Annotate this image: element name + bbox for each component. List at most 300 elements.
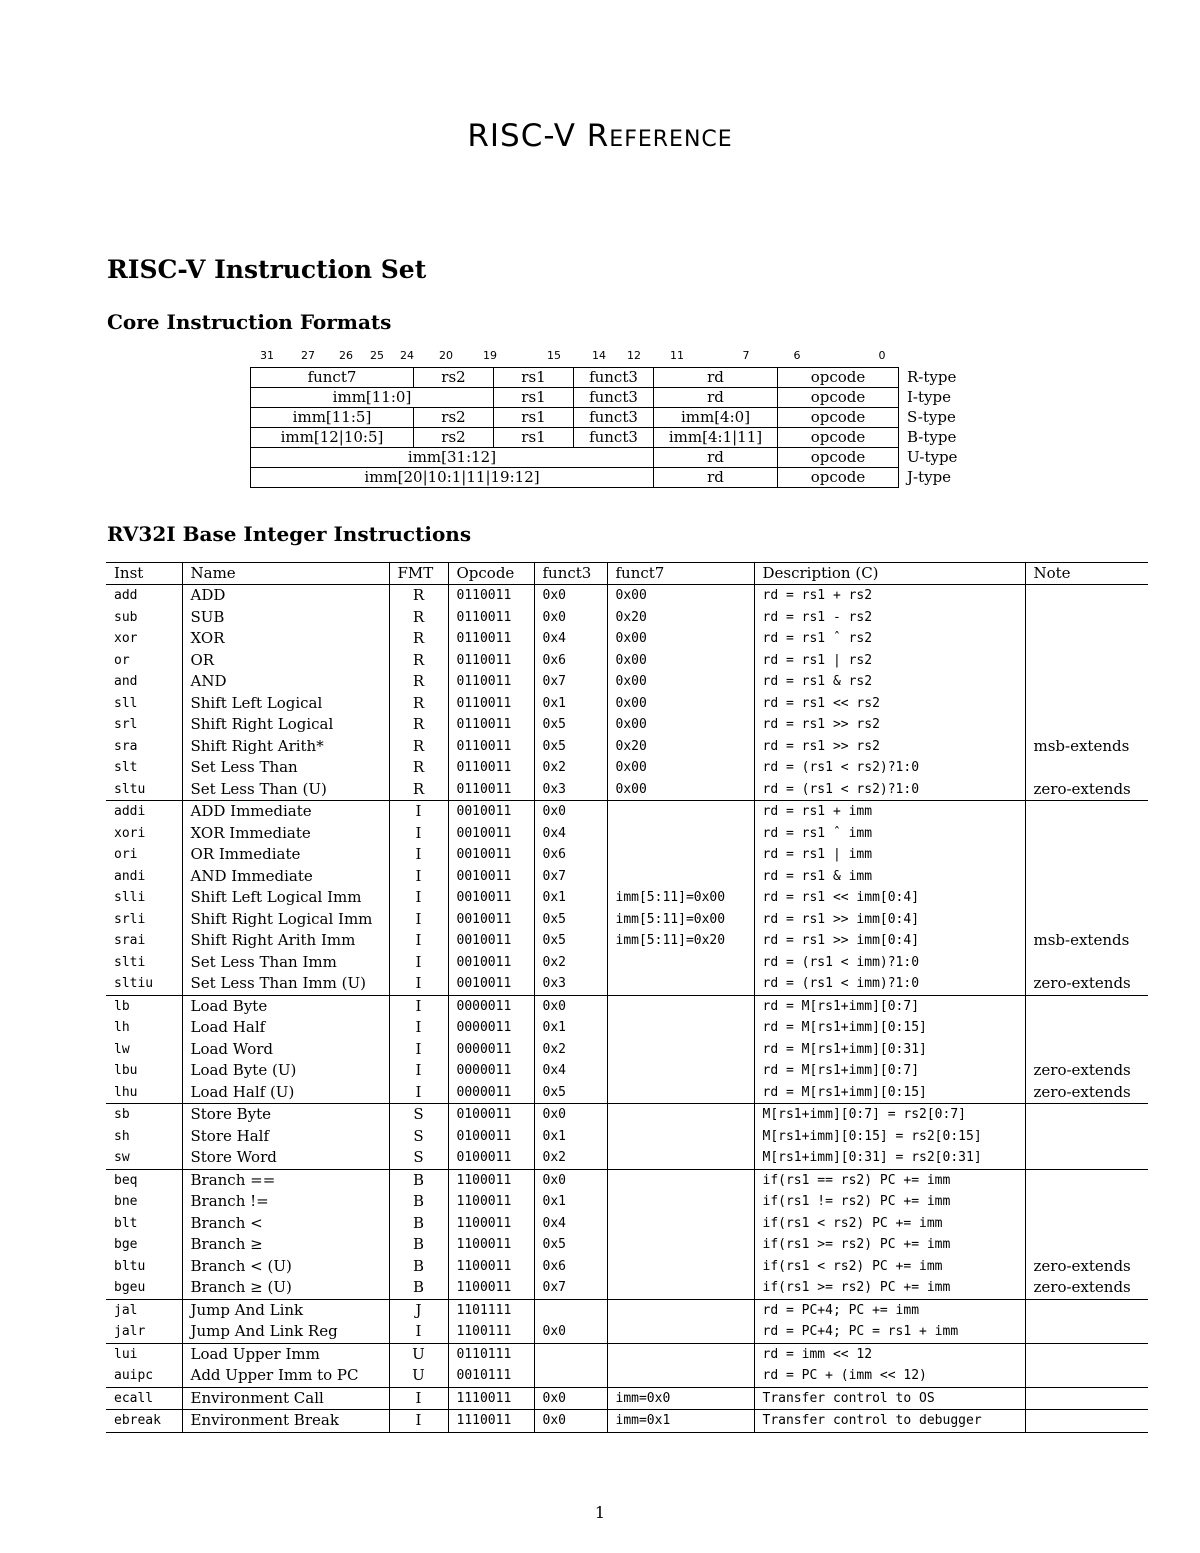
cell-fmt: R: [389, 714, 448, 736]
cell-fmt: R: [389, 757, 448, 779]
cell-funct3: 0x5: [534, 736, 607, 758]
cell-description: rd = PC+4; PC += imm: [754, 1299, 1025, 1321]
cell-opcode: 1100011: [448, 1234, 534, 1256]
cell-note: [1025, 866, 1148, 888]
base-instructions-title: RV32I Base Integer Instructions: [107, 522, 472, 546]
cell-note: zero-extends: [1025, 973, 1148, 995]
cell-description: rd = rs1 >> imm[0:4]: [754, 909, 1025, 931]
table-row: [106, 1017, 1148, 1039]
bit-label: 25: [370, 349, 384, 362]
table-row: [106, 607, 1148, 629]
cell-funct7: 0x00: [607, 585, 754, 607]
cell-name: Shift Left Logical Imm: [182, 887, 389, 909]
table-row: [106, 1126, 1148, 1148]
format-type-label: I-type: [907, 388, 951, 406]
field-imm-low: imm[4:0]: [654, 408, 778, 428]
header-fmt: FMT: [389, 563, 448, 585]
cell-note: [1025, 585, 1148, 607]
cell-inst: sll: [114, 695, 138, 711]
table-row: [106, 973, 1148, 995]
cell-funct3: [534, 1343, 607, 1365]
cell-fmt: R: [389, 628, 448, 650]
cell-funct3: [534, 1365, 607, 1387]
field-rs2: rs2: [414, 428, 494, 448]
cell-description: if(rs1 >= rs2) PC += imm: [754, 1234, 1025, 1256]
cell-opcode: 1100111: [448, 1321, 534, 1343]
cell-name: Load Byte: [182, 995, 389, 1017]
table-row: [106, 1039, 1148, 1061]
cell-funct7: [607, 1256, 754, 1278]
cell-funct7: [607, 973, 754, 995]
cell-description: rd = PC+4; PC = rs1 + imm: [754, 1321, 1025, 1343]
table-row: [106, 736, 1148, 758]
cell-funct7: 0x00: [607, 650, 754, 672]
cell-name: Jump And Link: [182, 1299, 389, 1321]
cell-funct3: 0x0: [534, 1410, 607, 1433]
table-row: [106, 1343, 1148, 1365]
table-row: [106, 801, 1148, 823]
table-row: [106, 995, 1148, 1017]
formats-title: Core Instruction Formats: [107, 310, 392, 334]
bit-label: 31: [260, 349, 274, 362]
field-rs1: rs1: [494, 408, 574, 428]
cell-funct7: [607, 1039, 754, 1061]
format-row-b: [251, 428, 978, 448]
cell-description: rd = M[rs1+imm][0:15]: [754, 1082, 1025, 1104]
cell-inst: xor: [114, 631, 138, 647]
cell-description: rd = imm << 12: [754, 1343, 1025, 1365]
cell-note: [1025, 1147, 1148, 1169]
cell-fmt: I: [389, 995, 448, 1017]
cell-fmt: S: [389, 1104, 448, 1126]
cell-description: rd = rs1 ˆ imm: [754, 823, 1025, 845]
cell-inst: andi: [114, 868, 146, 884]
cell-name: Shift Right Logical Imm: [182, 909, 389, 931]
table-row: [106, 757, 1148, 779]
cell-description: rd = rs1 | imm: [754, 844, 1025, 866]
page-number: 1: [594, 1503, 606, 1522]
field-imm-high: imm[11:5]: [251, 408, 414, 428]
cell-description: rd = rs1 >> imm[0:4]: [754, 930, 1025, 952]
cell-note: [1025, 844, 1148, 866]
format-type-label: J-type: [907, 468, 952, 486]
table-row: [106, 585, 1148, 607]
cell-inst: or: [114, 652, 130, 668]
cell-name: XOR Immediate: [182, 823, 389, 845]
field-rs2: rs2: [414, 408, 494, 428]
section-title: RISC-V Instruction Set: [107, 255, 427, 284]
core-formats-table: [250, 367, 978, 488]
cell-description: rd = rs1 & imm: [754, 866, 1025, 888]
table-header-row: [106, 563, 1148, 585]
table-row: [106, 1060, 1148, 1082]
cell-opcode: 0110011: [448, 585, 534, 607]
field-rs2: rs2: [414, 368, 494, 388]
table-row: [106, 693, 1148, 715]
cell-name: Shift Right Logical: [182, 714, 389, 736]
cell-inst: and: [114, 674, 138, 690]
cell-funct3: 0x6: [534, 1256, 607, 1278]
cell-name: Shift Left Logical: [182, 693, 389, 715]
cell-note: [1025, 801, 1148, 823]
cell-note: zero-extends: [1025, 1256, 1148, 1278]
cell-inst: ecall: [106, 1387, 182, 1410]
field-opcode: opcode: [778, 448, 899, 468]
cell-funct3: 0x4: [534, 1060, 607, 1082]
cell-funct7: [607, 1343, 754, 1365]
cell-description: if(rs1 < rs2) PC += imm: [754, 1213, 1025, 1235]
cell-description: rd = rs1 & rs2: [754, 671, 1025, 693]
cell-funct7: 0x20: [607, 607, 754, 629]
cell-note: [1025, 671, 1148, 693]
field-rd: rd: [654, 368, 778, 388]
cell-name: SUB: [182, 607, 389, 629]
cell-inst: sltu: [114, 781, 146, 797]
table-row: [106, 1082, 1148, 1104]
cell-funct3: 0x5: [534, 909, 607, 931]
cell-description: Transfer control to debugger: [754, 1410, 1025, 1433]
format-type-label: S-type: [907, 408, 956, 426]
cell-description: rd = rs1 << imm[0:4]: [754, 887, 1025, 909]
cell-inst: slti: [114, 954, 146, 970]
cell-fmt: B: [389, 1213, 448, 1235]
cell-description: rd = (rs1 < imm)?1:0: [754, 973, 1025, 995]
cell-funct3: 0x0: [534, 585, 607, 607]
cell-funct3: [534, 1299, 607, 1321]
table-row: [106, 1256, 1148, 1278]
cell-fmt: R: [389, 585, 448, 607]
table-row: [106, 1321, 1148, 1343]
cell-opcode: 0110011: [448, 693, 534, 715]
cell-name: XOR: [182, 628, 389, 650]
field-rs1: rs1: [494, 368, 574, 388]
cell-fmt: R: [389, 650, 448, 672]
cell-funct7: [607, 952, 754, 974]
cell-funct7: [607, 1299, 754, 1321]
cell-note: [1025, 1365, 1148, 1387]
cell-name: AND Immediate: [182, 866, 389, 888]
cell-description: rd = rs1 - rs2: [754, 607, 1025, 629]
cell-description: if(rs1 != rs2) PC += imm: [754, 1191, 1025, 1213]
cell-description: M[rs1+imm][0:7] = rs2[0:7]: [754, 1104, 1025, 1126]
cell-name: Load Half (U): [182, 1082, 389, 1104]
cell-name: Load Half: [182, 1017, 389, 1039]
cell-note: [1025, 693, 1148, 715]
field-funct3: funct3: [574, 408, 654, 428]
table-row: [106, 1191, 1148, 1213]
cell-funct7: imm[5:11]=0x20: [607, 930, 754, 952]
cell-funct7: [607, 1017, 754, 1039]
table-row: [106, 650, 1148, 672]
cell-opcode: 1100011: [448, 1169, 534, 1191]
cell-fmt: I: [389, 1060, 448, 1082]
cell-note: [1025, 1234, 1148, 1256]
page-title: RISC-V Reference: [467, 118, 733, 154]
table-row: [106, 887, 1148, 909]
cell-opcode: 1101111: [448, 1299, 534, 1321]
cell-funct7: [607, 1147, 754, 1169]
cell-name: Set Less Than Imm: [182, 952, 389, 974]
cell-opcode: 0010011: [448, 930, 534, 952]
cell-inst: slli: [114, 890, 146, 906]
field-imm-high: imm[12|10:5]: [251, 428, 414, 448]
field-funct3: funct3: [574, 368, 654, 388]
cell-funct3: 0x0: [534, 995, 607, 1017]
cell-funct3: 0x7: [534, 866, 607, 888]
bit-label: 26: [339, 349, 353, 362]
cell-description: rd = M[rs1+imm][0:7]: [754, 995, 1025, 1017]
cell-name: Load Byte (U): [182, 1060, 389, 1082]
cell-fmt: U: [389, 1343, 448, 1365]
cell-description: rd = rs1 >> rs2: [754, 736, 1025, 758]
cell-description: rd = M[rs1+imm][0:31]: [754, 1039, 1025, 1061]
cell-fmt: I: [389, 887, 448, 909]
cell-opcode: 0010011: [448, 887, 534, 909]
cell-note: zero-extends: [1025, 1277, 1148, 1299]
cell-opcode: 0110011: [448, 607, 534, 629]
table-row: [106, 1410, 1148, 1433]
cell-funct3: 0x1: [534, 693, 607, 715]
field-opcode: opcode: [778, 408, 899, 428]
cell-funct7: [607, 1365, 754, 1387]
cell-funct3: 0x5: [534, 1234, 607, 1256]
cell-opcode: 0100011: [448, 1147, 534, 1169]
cell-funct3: 0x0: [534, 607, 607, 629]
field-imm: imm[31:12]: [251, 448, 654, 468]
cell-funct3: 0x5: [534, 714, 607, 736]
bit-label: 24: [400, 349, 414, 362]
cell-description: rd = rs1 + imm: [754, 801, 1025, 823]
cell-inst: bge: [114, 1237, 138, 1253]
cell-description: rd = M[rs1+imm][0:7]: [754, 1060, 1025, 1082]
cell-funct7: [607, 1234, 754, 1256]
cell-note: [1025, 1343, 1148, 1365]
cell-name: AND: [182, 671, 389, 693]
cell-funct3: 0x1: [534, 1126, 607, 1148]
cell-fmt: I: [389, 844, 448, 866]
cell-note: [1025, 757, 1148, 779]
bit-label: 19: [483, 349, 497, 362]
cell-description: if(rs1 >= rs2) PC += imm: [754, 1277, 1025, 1299]
cell-funct7: [607, 1082, 754, 1104]
cell-opcode: 1100011: [448, 1277, 534, 1299]
cell-name: Shift Right Arith*: [182, 736, 389, 758]
table-row: [106, 1365, 1148, 1387]
cell-funct3: 0x1: [534, 1191, 607, 1213]
cell-name: ADD Immediate: [182, 801, 389, 823]
cell-funct7: 0x00: [607, 693, 754, 715]
cell-fmt: R: [389, 607, 448, 629]
field-imm: imm[11:0]: [251, 388, 494, 408]
cell-inst: blt: [114, 1215, 138, 1231]
cell-inst: sub: [114, 609, 138, 625]
cell-inst: sh: [114, 1128, 130, 1144]
cell-description: Transfer control to OS: [754, 1387, 1025, 1410]
bit-label: 0: [878, 349, 886, 362]
cell-fmt: S: [389, 1147, 448, 1169]
header-opcode: Opcode: [448, 563, 534, 585]
cell-name: Load Upper Imm: [182, 1343, 389, 1365]
format-row-i: [251, 388, 978, 408]
cell-opcode: 0110011: [448, 736, 534, 758]
cell-inst: lw: [114, 1041, 130, 1057]
cell-fmt: I: [389, 1321, 448, 1343]
cell-note: [1025, 1213, 1148, 1235]
cell-opcode: 0110011: [448, 757, 534, 779]
cell-inst: ori: [114, 847, 138, 863]
field-opcode: opcode: [778, 368, 899, 388]
cell-description: M[rs1+imm][0:15] = rs2[0:15]: [754, 1126, 1025, 1148]
cell-funct7: imm=0x0: [607, 1387, 754, 1410]
cell-fmt: R: [389, 736, 448, 758]
field-funct3: funct3: [574, 428, 654, 448]
field-funct3: funct3: [574, 388, 654, 408]
cell-note: [1025, 887, 1148, 909]
table-row: [106, 1169, 1148, 1191]
cell-funct7: [607, 1060, 754, 1082]
cell-opcode: 0110011: [448, 779, 534, 801]
cell-fmt: I: [389, 1017, 448, 1039]
table-row: [106, 1213, 1148, 1235]
cell-funct7: [607, 844, 754, 866]
cell-inst: sb: [106, 1104, 182, 1126]
cell-name: Store Word: [182, 1147, 389, 1169]
header-note: Note: [1025, 563, 1148, 585]
cell-fmt: J: [389, 1299, 448, 1321]
cell-opcode: 0000011: [448, 995, 534, 1017]
cell-note: [1025, 823, 1148, 845]
cell-funct3: 0x0: [534, 1104, 607, 1126]
cell-funct3: 0x4: [534, 628, 607, 650]
cell-fmt: R: [389, 671, 448, 693]
cell-opcode: 0010111: [448, 1365, 534, 1387]
cell-funct7: imm=0x1: [607, 1410, 754, 1433]
cell-fmt: R: [389, 693, 448, 715]
cell-note: [1025, 1387, 1148, 1410]
cell-fmt: B: [389, 1234, 448, 1256]
cell-funct3: 0x0: [534, 801, 607, 823]
bit-label: 15: [547, 349, 561, 362]
cell-name: Store Byte: [182, 1104, 389, 1126]
cell-note: [1025, 1410, 1148, 1433]
cell-funct3: 0x2: [534, 952, 607, 974]
bit-label: 14: [592, 349, 606, 362]
table-row: [106, 1104, 1148, 1126]
cell-note: [1025, 628, 1148, 650]
cell-fmt: S: [389, 1126, 448, 1148]
cell-inst: sltiu: [114, 976, 154, 992]
cell-funct7: [607, 1169, 754, 1191]
cell-description: rd = (rs1 < imm)?1:0: [754, 952, 1025, 974]
cell-description: rd = rs1 << rs2: [754, 693, 1025, 715]
table-row: [106, 866, 1148, 888]
cell-fmt: B: [389, 1169, 448, 1191]
cell-note: zero-extends: [1025, 1060, 1148, 1082]
cell-description: M[rs1+imm][0:31] = rs2[0:31]: [754, 1147, 1025, 1169]
cell-funct3: 0x0: [534, 1387, 607, 1410]
cell-funct7: [607, 1191, 754, 1213]
bit-label: 6: [793, 349, 801, 362]
cell-funct7: [607, 866, 754, 888]
cell-note: zero-extends: [1025, 1082, 1148, 1104]
cell-opcode: 0010011: [448, 844, 534, 866]
cell-funct7: [607, 1321, 754, 1343]
cell-description: rd = rs1 ˆ rs2: [754, 628, 1025, 650]
table-row: [106, 1234, 1148, 1256]
cell-inst: lbu: [114, 1063, 138, 1079]
cell-inst: bltu: [114, 1258, 146, 1274]
table-row: [106, 1147, 1148, 1169]
cell-fmt: I: [389, 866, 448, 888]
cell-inst: xori: [114, 825, 146, 841]
cell-name: Set Less Than Imm (U): [182, 973, 389, 995]
cell-name: Environment Call: [182, 1387, 389, 1410]
cell-funct3: 0x2: [534, 1147, 607, 1169]
cell-inst: sra: [114, 738, 138, 754]
cell-funct7: [607, 823, 754, 845]
cell-inst: lhu: [114, 1084, 138, 1100]
field-funct7: funct7: [251, 368, 414, 388]
cell-note: [1025, 714, 1148, 736]
cell-inst: srl: [114, 717, 138, 733]
table-row: [106, 909, 1148, 931]
cell-opcode: 0010011: [448, 909, 534, 931]
table-row: [106, 844, 1148, 866]
cell-note: [1025, 1169, 1148, 1191]
header-funct3: funct3: [534, 563, 607, 585]
cell-inst: jal: [106, 1299, 182, 1321]
cell-inst: lb: [106, 995, 182, 1017]
cell-fmt: I: [389, 1039, 448, 1061]
cell-inst: beq: [106, 1169, 182, 1191]
cell-funct3: 0x6: [534, 650, 607, 672]
cell-fmt: I: [389, 1410, 448, 1433]
cell-name: Store Half: [182, 1126, 389, 1148]
cell-name: Environment Break: [182, 1410, 389, 1433]
cell-inst: bne: [114, 1194, 138, 1210]
bit-label: 27: [301, 349, 315, 362]
cell-funct7: [607, 1126, 754, 1148]
table-row: [106, 823, 1148, 845]
cell-inst: sw: [114, 1150, 130, 1166]
bit-position-labels: [0, 349, 1200, 365]
cell-funct7: 0x00: [607, 779, 754, 801]
table-row: [106, 779, 1148, 801]
cell-note: [1025, 1039, 1148, 1061]
cell-note: zero-extends: [1025, 779, 1148, 801]
cell-fmt: I: [389, 909, 448, 931]
cell-funct3: 0x0: [534, 1321, 607, 1343]
cell-inst: add: [114, 588, 138, 604]
cell-fmt: I: [389, 1387, 448, 1410]
cell-funct3: 0x6: [534, 844, 607, 866]
cell-funct3: 0x2: [534, 1039, 607, 1061]
header-funct7: funct7: [607, 563, 754, 585]
cell-funct7: [607, 1104, 754, 1126]
cell-opcode: 0010011: [448, 952, 534, 974]
cell-funct3: 0x1: [534, 1017, 607, 1039]
cell-opcode: 0000011: [448, 1060, 534, 1082]
cell-fmt: R: [389, 779, 448, 801]
cell-fmt: I: [389, 823, 448, 845]
cell-name: Branch ≥ (U): [182, 1277, 389, 1299]
cell-note: [1025, 909, 1148, 931]
cell-note: [1025, 1126, 1148, 1148]
cell-funct3: 0x4: [534, 1213, 607, 1235]
cell-description: rd = PC + (imm << 12): [754, 1365, 1025, 1387]
cell-note: msb-extends: [1025, 930, 1148, 952]
cell-name: Shift Right Arith Imm: [182, 930, 389, 952]
